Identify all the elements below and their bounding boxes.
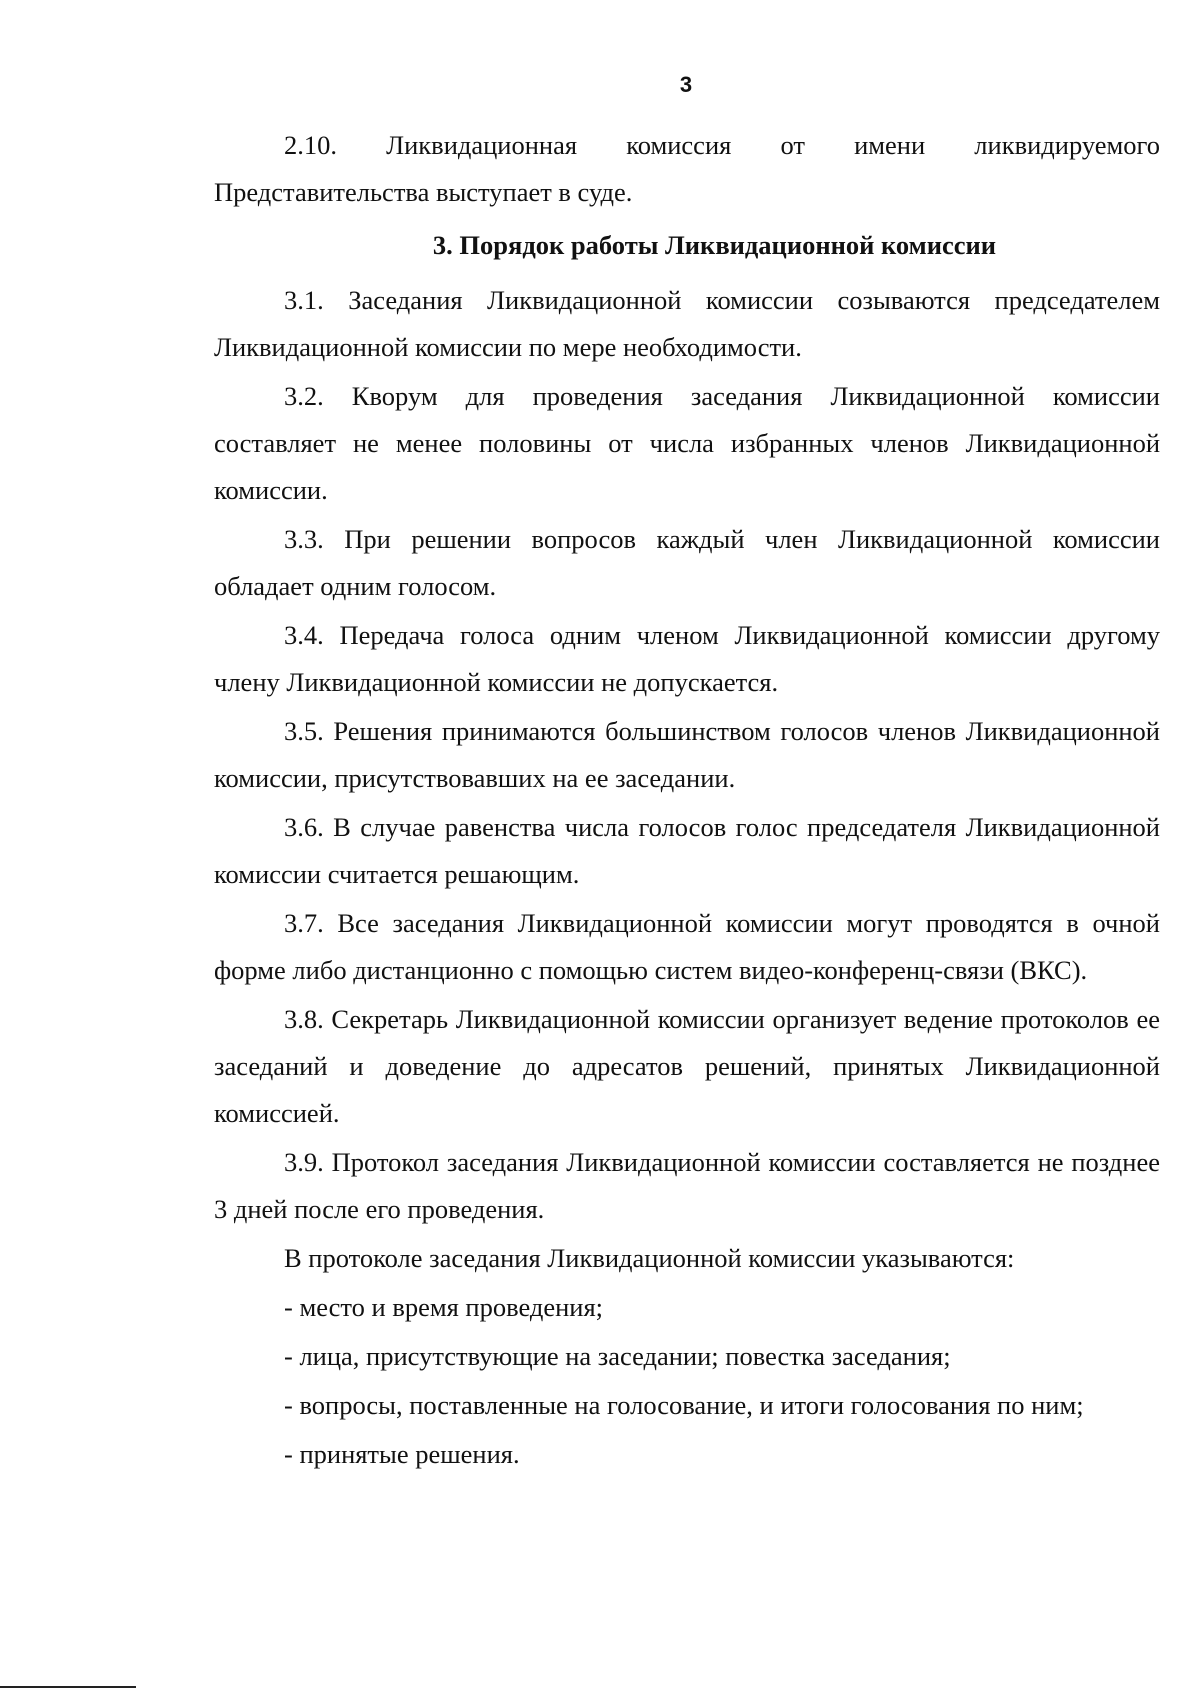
list-item: - место и время проведения; [284, 1292, 604, 1322]
paragraph-3-6: 3.6. В случае равенства числа голосов голос председателя Ликвидационной комиссии считается решающим. [214, 812, 1160, 889]
list-item: - принятые решения. [284, 1439, 520, 1469]
paragraph-3-7: 3.7. Все заседания Ликвидационной комиссии могут проводятся в очной форме либо дистанционно с помощью систем видео-конференц-связи (ВКС). [214, 908, 1160, 985]
paragraph-3-3: 3.3. При решении вопросов каждый член Ликвидационной комиссии обладает одним голосом. [214, 524, 1160, 601]
paragraph-2-10: 2.10. Ликвидационная комиссия от имени ликвидируемого Представительства выступает в суде. [214, 130, 1160, 207]
paragraph-3-2: 3.2. Кворум для проведения заседания Ликвидационной комиссии составляет не менее половины от числа избранных членов Ликвидационной комиссии. [214, 381, 1160, 505]
paragraph-3-8: 3.8. Секретарь Ликвидационной комиссии организует ведение протоколов ее заседаний и доведение до адресатов решений, принятых Ликвидационной комиссией. [214, 1004, 1160, 1128]
section-heading: 3. Порядок работы Ликвидационной комиссии [432, 230, 997, 260]
list-item: - вопросы, поставленные на голосование, и итоги голосования по ним; [284, 1390, 1084, 1420]
paragraph-3-9: 3.9. Протокол заседания Ликвидационной комиссии составляется не позднее 3 дней после его проведения. [214, 1147, 1160, 1224]
page-number: 3 [679, 72, 693, 97]
paragraph-3-4: 3.4. Передача голоса одним членом Ликвидационной комиссии другому члену Ликвидационной комиссии не допускается. [214, 620, 1160, 697]
list-intro: В протоколе заседания Ликвидационной комиссии указываются: [284, 1243, 1015, 1273]
footer-rule [0, 1686, 136, 1688]
list-item: - лица, присутствующие на заседании; повестка заседания; [284, 1341, 951, 1371]
paragraph-3-1: 3.1. Заседания Ликвидационной комиссии созываются председателем Ликвидационной комиссии по мере необходимости. [214, 285, 1160, 362]
document-body [214, 122, 1160, 1480]
paragraph-3-5: 3.5. Решения принимаются большинством голосов членов Ликвидационной комиссии, присутствовавших на ее заседании. [214, 716, 1160, 793]
